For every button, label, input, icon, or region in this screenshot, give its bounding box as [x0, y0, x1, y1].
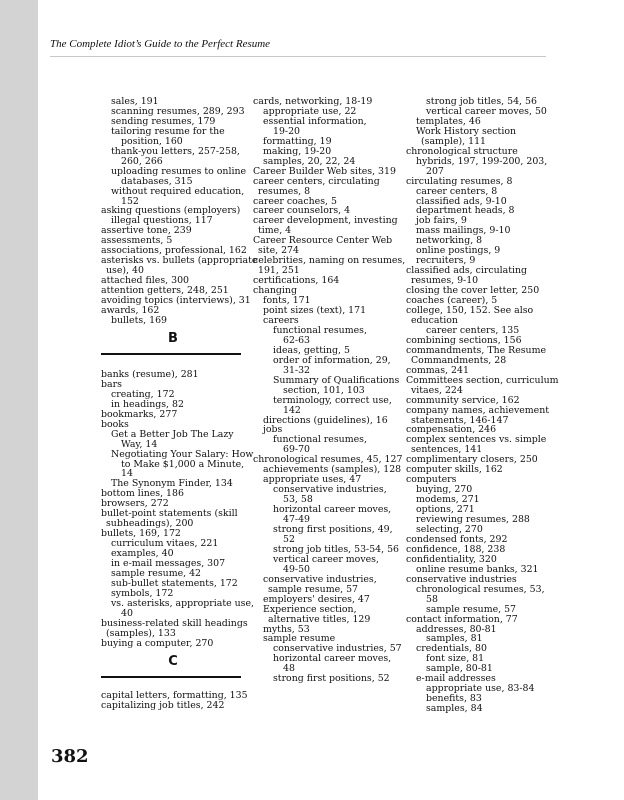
- index-entry: attached files, 300: [101, 275, 189, 287]
- index-entry: browsers, 272: [101, 498, 169, 510]
- index-entry: bookmarks, 277: [101, 408, 178, 420]
- index-entry: essential information,: [263, 115, 367, 127]
- section-letter-label: C: [168, 653, 178, 669]
- index-entry: capitalizing job titles, 242: [101, 699, 225, 711]
- index-entry: fonts, 171: [263, 295, 311, 307]
- index-entry: statements, 146-147: [411, 414, 509, 426]
- index-entry: mass mailings, 9-10: [416, 225, 511, 237]
- index-entry: 152: [121, 195, 139, 207]
- index-entry: strong job titles, 54, 56: [426, 96, 537, 107]
- index-entry: strong first positions, 52: [273, 673, 390, 685]
- index-entry: scanning resumes, 289, 293: [111, 105, 245, 117]
- index-entry: strong job titles, 53-54, 56: [273, 543, 400, 555]
- section-divider: [101, 353, 241, 355]
- index-entry: asking questions (employers): [101, 205, 241, 217]
- index-entry: condensed fonts, 292: [406, 533, 508, 545]
- index-entry: computers: [406, 474, 457, 486]
- index-entry: without required education,: [111, 185, 245, 197]
- index-entry: education: [411, 314, 458, 326]
- index-entry: chronological resumes, 53,: [416, 583, 545, 595]
- index-entry: buying, 270: [416, 484, 473, 496]
- index-entry: career counselors, 4: [253, 205, 351, 217]
- index-entry: in headings, 82: [111, 398, 184, 410]
- index-entry: coaches (career), 5: [406, 295, 498, 307]
- index-entry: alternative titles, 129: [268, 613, 371, 625]
- index-entry: section, 101, 103: [283, 384, 365, 396]
- index-entry: sample resume: [263, 633, 336, 645]
- index-entry: conservative industries,: [263, 573, 377, 585]
- index-entry: chronological resumes, 45, 127: [253, 454, 403, 466]
- index-entry: community service, 162: [406, 394, 520, 406]
- index-entry: banks (resume), 281: [101, 368, 199, 380]
- index-entry: bottom lines, 186: [101, 488, 184, 500]
- index-entry: modems, 271: [416, 494, 480, 506]
- index-entry: horizontal career moves,: [273, 504, 392, 516]
- index-entry: Committees section, curriculum: [406, 374, 559, 386]
- index-entry: career centers, 135: [426, 324, 520, 336]
- index-entry: Commandments, 28: [411, 354, 507, 366]
- index-entry: career development, investing: [253, 215, 398, 227]
- index-entry: samples, 84: [426, 703, 483, 715]
- index-entry: circulating resumes, 8: [406, 175, 513, 187]
- index-entry: resumes, 8: [258, 185, 311, 197]
- index-entry: vertical career moves, 50: [426, 105, 547, 117]
- index-entry: online postings, 9: [416, 245, 501, 257]
- index-entry: celebrities, naming on resumes,: [253, 255, 406, 267]
- index-entry: contact information, 77: [406, 613, 518, 625]
- index-entry: 48: [283, 663, 295, 675]
- index-entry: sample resume, 57: [426, 603, 517, 615]
- index-entry: benefits, 83: [426, 693, 482, 705]
- index-entry: credentials, 80: [416, 643, 487, 655]
- index-entry: avoiding topics (interviews), 31: [101, 295, 251, 307]
- index-entry: company names, achievement: [406, 404, 550, 416]
- index-entry: bullets, 169, 172: [101, 528, 181, 540]
- index-entry: functional resumes,: [273, 324, 367, 336]
- page-margin-band: [0, 0, 38, 800]
- index-entry: career coaches, 5: [253, 195, 337, 207]
- index-entry: to Make $1,000 a Minute,: [121, 458, 245, 470]
- index-entry: 19-20: [273, 125, 301, 137]
- index-entry: asterisks vs. bullets (appropriate: [101, 255, 258, 267]
- index-entry: 49-50: [283, 563, 311, 575]
- index-entry: directions (guidelines), 16: [263, 414, 388, 426]
- index-entry: sample, 80-81: [426, 663, 493, 675]
- index-column-1: [101, 96, 258, 711]
- index-entry: associations, professional, 162: [101, 245, 247, 257]
- index-entry: tailoring resume for the: [111, 125, 225, 137]
- index-entry: 69-70: [283, 444, 311, 456]
- index-entry: position, 160: [121, 135, 183, 147]
- index-entry: jobs: [263, 424, 283, 436]
- index-entry: hybrids, 197, 199-200, 203,: [416, 155, 548, 167]
- index-entry: 142: [283, 404, 301, 416]
- index-entry: commas, 241: [406, 364, 469, 376]
- index-entry: commandments, The Resume: [406, 344, 547, 356]
- index-entry: strong first positions, 49,: [273, 523, 393, 535]
- index-entry: classified ads, 9-10: [416, 195, 507, 207]
- index-entry: Career Resource Center Web: [253, 235, 393, 247]
- index-entry: complimentary closers, 250: [406, 454, 538, 466]
- index-entry: options, 271: [416, 504, 475, 516]
- index-entry: Experience section,: [263, 603, 357, 615]
- index-entry: sentences, 141: [411, 444, 483, 456]
- index-entry: vertical career moves,: [273, 553, 379, 565]
- index-entry: chronological structure: [406, 145, 518, 157]
- index-entry: (samples), 133: [106, 627, 176, 639]
- index-entry: classified ads, circulating: [406, 265, 528, 277]
- index-column-2: [253, 96, 406, 685]
- index-entry: confidentiality, 320: [406, 553, 497, 565]
- index-entry: templates, 46: [416, 115, 481, 127]
- index-entry: in e-mail messages, 307: [111, 558, 226, 570]
- index-entry: illegal questions, 117: [111, 215, 213, 227]
- index-entry: selecting, 270: [416, 523, 483, 535]
- index-entry: resumes, 9-10: [411, 275, 479, 287]
- index-entry: Career Builder Web sites, 319: [253, 165, 396, 177]
- index-entry: cards, networking, 18-19: [253, 96, 373, 107]
- index-entry: sample resume, 42: [111, 567, 202, 579]
- section-letter-label: B: [168, 330, 178, 346]
- index-entry: bullets, 169: [111, 314, 168, 326]
- index-entry: databases, 315: [121, 175, 193, 187]
- index-entry: terminology, correct use,: [273, 394, 392, 406]
- index-entry: thank-you letters, 257-258,: [111, 145, 240, 157]
- index-entry: combining sections, 156: [406, 334, 522, 346]
- index-entry: horizontal career moves,: [273, 653, 392, 665]
- index-entry: sales, 191: [111, 96, 159, 107]
- index-entry: e-mail addresses: [416, 673, 496, 685]
- index-entry: sub-bullet statements, 172: [111, 577, 238, 589]
- index-entry: job fairs, 9: [416, 215, 467, 227]
- index-entry: computer skills, 162: [406, 464, 503, 476]
- index-entry: functional resumes,: [273, 434, 367, 446]
- index-entry: bars: [101, 378, 122, 390]
- index-entry: conservative industries: [406, 573, 517, 585]
- index-entry: Get a Better Job The Lazy: [111, 428, 234, 440]
- section-letter-b: [101, 326, 245, 370]
- index-entry: 14: [121, 468, 133, 480]
- index-entry: bullet-point statements (skill: [101, 508, 238, 520]
- index-entry: 207: [426, 165, 444, 177]
- index-entry: business-related skill headings: [101, 617, 248, 629]
- index-entry: myths, 53: [263, 623, 310, 635]
- index-entry: symbols, 172: [111, 587, 174, 599]
- page-number: 382: [51, 746, 89, 767]
- index-entry: uploading resumes to online: [111, 165, 247, 177]
- index-entry: creating, 172: [111, 388, 175, 400]
- index-entry: font size, 81: [426, 653, 485, 665]
- index-entry: making, 19-20: [263, 145, 332, 157]
- index-entry: Work History section: [416, 125, 516, 137]
- index-entry: vs. asterisks, appropriate use,: [111, 597, 254, 609]
- running-header: The Complete Idiot’s Guide to the Perfect Resume: [50, 38, 271, 50]
- section-divider: [101, 676, 241, 678]
- index-entry: use), 40: [106, 265, 144, 277]
- index-entry: reviewing resumes, 288: [416, 514, 530, 526]
- index-entry: closing the cover letter, 250: [406, 285, 540, 297]
- index-entry: time, 4: [258, 225, 292, 237]
- index-entry: formatting, 19: [263, 135, 332, 147]
- index-entry: employers' desires, 47: [263, 593, 370, 605]
- index-entry: college, 150, 152. See also: [406, 305, 534, 317]
- index-entry: complex sentences vs. simple: [406, 434, 547, 446]
- index-entry: achievements (samples), 128: [263, 464, 402, 476]
- index-entry: careers: [263, 314, 299, 326]
- index-entry: books: [101, 418, 129, 430]
- index-entry: confidence, 188, 238: [406, 543, 506, 555]
- index-entry: subheadings), 200: [106, 518, 194, 530]
- index-entry: 191, 251: [258, 265, 300, 277]
- index-entry: awards, 162: [101, 305, 160, 317]
- index-entry: career centers, 8: [416, 185, 498, 197]
- index-entry: 53, 58: [283, 494, 313, 506]
- index-entry: point sizes (text), 171: [263, 305, 367, 317]
- index-entry: 62-63: [283, 334, 311, 346]
- index-entry: sending resumes, 179: [111, 115, 216, 127]
- header-rule: [50, 56, 546, 57]
- index-entry: Summary of Qualifications: [273, 374, 400, 386]
- index-entry: (sample), 111: [421, 135, 487, 147]
- index-entry: vitaes, 224: [411, 384, 463, 396]
- index-entry: samples, 20, 22, 24: [263, 155, 356, 167]
- index-entry: 47-49: [283, 514, 311, 526]
- section-letter-c: [101, 649, 245, 691]
- index-entry: curriculum vitaes, 221: [111, 538, 219, 550]
- index-entry: conservative industries, 57: [273, 643, 402, 655]
- index-entry: 31-32: [283, 364, 311, 376]
- index-column-3: [406, 96, 559, 715]
- index-entry: compensation, 246: [406, 424, 497, 436]
- index-entry: conservative industries,: [273, 484, 387, 496]
- index-entry: changing: [253, 285, 297, 297]
- index-entry: appropriate uses, 47: [263, 474, 362, 486]
- index-entry: Way, 14: [121, 438, 158, 450]
- index-entry: addresses, 80-81: [416, 623, 497, 635]
- index-entry: samples, 81: [426, 633, 483, 645]
- index-entry: department heads, 8: [416, 205, 515, 217]
- index-entry: order of information, 29,: [273, 354, 391, 366]
- index-entry: attention getters, 248, 251: [101, 285, 229, 297]
- index-entry: appropriate use, 22: [263, 105, 357, 117]
- index-entry: examples, 40: [111, 548, 174, 560]
- index-entry: sample resume, 57: [268, 583, 359, 595]
- index-entry: site, 274: [258, 245, 299, 257]
- index-entry: 260, 266: [121, 155, 163, 167]
- index-entry: 40: [121, 607, 133, 619]
- index-entry: online resume banks, 321: [416, 563, 539, 575]
- index-entry: certifications, 164: [253, 275, 340, 287]
- index-entry: recruiters, 9: [416, 255, 476, 267]
- index-entry: appropriate use, 83-84: [426, 683, 535, 695]
- index-entry: assessments, 5: [101, 235, 173, 247]
- index-entry: assertive tone, 239: [101, 225, 192, 237]
- index-entry: capital letters, formatting, 135: [101, 689, 248, 701]
- index-entry: Negotiating Your Salary: How: [111, 448, 254, 460]
- index-entry: 58: [426, 593, 438, 605]
- index-entry: networking, 8: [416, 235, 483, 247]
- index-entry: The Synonym Finder, 134: [111, 478, 233, 490]
- index-entry: buying a computer, 270: [101, 637, 214, 649]
- index-entry: ideas, getting, 5: [273, 344, 350, 356]
- index-entry: career centers, circulating: [253, 175, 380, 187]
- index-entry: 52: [283, 533, 295, 545]
